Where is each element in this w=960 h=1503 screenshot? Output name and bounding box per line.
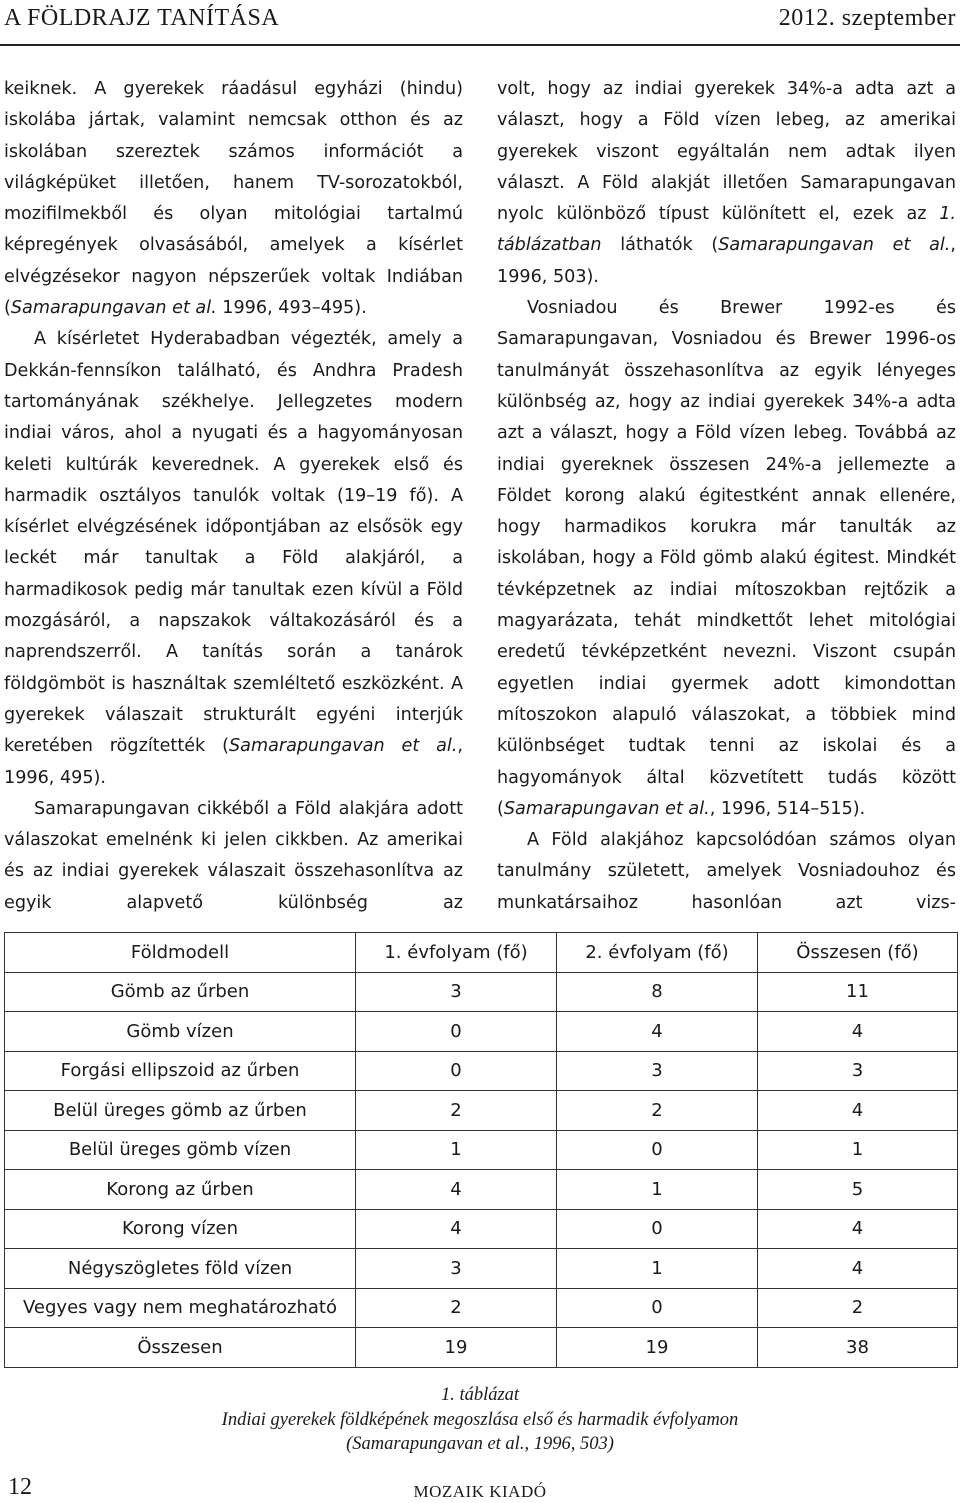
- table-cell: 19: [356, 1328, 557, 1368]
- table-row: [5, 1288, 958, 1328]
- table-cell: 2: [356, 1288, 557, 1328]
- table-cell: 1: [557, 1170, 758, 1210]
- table-cell: 3: [356, 1249, 557, 1289]
- table-cell: Négyszögletes föld vízen: [5, 1249, 356, 1289]
- table-cell: Korong az űrben: [5, 1170, 356, 1210]
- table-reference: 1. táblázatban: [497, 204, 956, 256]
- table-cell: 0: [557, 1288, 758, 1328]
- citation: Samarapungavan et al.: [718, 235, 951, 256]
- table-cell: 4: [557, 1012, 758, 1052]
- publisher-name: MOZAIK KIADÓ: [413, 1482, 547, 1501]
- table-cell: 3: [356, 972, 557, 1012]
- journal-title: A FÖLDRAJZ TANÍTÁSA: [4, 5, 280, 31]
- table-cell: 5: [758, 1170, 958, 1210]
- table-row: [5, 1130, 958, 1170]
- table-caption: [0, 1383, 960, 1457]
- earth-model-table: [4, 932, 958, 1368]
- citation: Samarapungavan et al.: [229, 736, 458, 757]
- table-total-row: [5, 1328, 958, 1368]
- table-cell: Belül üreges gömb az űrben: [5, 1091, 356, 1131]
- table-cell: Vegyes vagy nem meghatározható: [5, 1288, 356, 1328]
- table-header-row: [5, 933, 958, 973]
- table-row: [5, 1012, 958, 1052]
- table-cell: Korong vízen: [5, 1209, 356, 1249]
- table-cell: 11: [758, 972, 958, 1012]
- table-cell: 4: [758, 1012, 958, 1052]
- table-row: [5, 1209, 958, 1249]
- table-cell: 1: [758, 1130, 958, 1170]
- column-header: Földmodell: [5, 933, 356, 973]
- table-cell: 1: [557, 1249, 758, 1289]
- table-cell: 0: [356, 1012, 557, 1052]
- citation: Samarapungavan et al.: [503, 798, 710, 819]
- table-cell: 19: [557, 1328, 758, 1368]
- paragraph: keiknek. A gyerekek ráadásul egyházi (hindu) iskolába jártak, valamint nemcsak otthon és az iskolában szereztek számos információt a világképüket illetően, hanem TV-sorozatokból, mozifilmekből és olyan mitológiai tartalmú képregények olvasásából, amelyek a kísérlet elvégzésekor nagyon népszerűek voltak Indiában (Samarapungavan et al. 1996, 493–495).: [4, 79, 463, 319]
- table-cell: 3: [557, 1051, 758, 1091]
- table-cell: Forgási ellipszoid az űrben: [5, 1051, 356, 1091]
- citation: Samarapungavan et al.: [10, 298, 217, 319]
- header-divider: [0, 44, 960, 46]
- table-cell: Gömb vízen: [5, 1012, 356, 1052]
- table-cell: Belül üreges gömb vízen: [5, 1130, 356, 1170]
- table-cell: 4: [758, 1091, 958, 1131]
- caption-source: (Samarapungavan et al., 1996, 503): [346, 1434, 614, 1454]
- table-cell: 4: [356, 1209, 557, 1249]
- table-cell: 0: [356, 1051, 557, 1091]
- table-cell: 4: [356, 1170, 557, 1210]
- running-header: [0, 0, 960, 42]
- table-cell: 8: [557, 972, 758, 1012]
- column-header: 2. évfolyam (fő): [557, 933, 758, 973]
- table-cell: 4: [758, 1209, 958, 1249]
- paragraph: A kísérletet Hyderabadban végezték, amely a Dekkán-fennsíkon található, és Andhra Pradesh tartományának székhelye. Jellegzetes modern indiai város, ahol a nyugati és a hagyományosan keleti kultúrák keverednek. A gyerekek első és harmadik osztályos tanulók voltak (19–19 fő). A kísérlet elvégzésének időpontjában az elsősök egy leckét már tanultak a Föld alakjáról, a harmadikosok pedig már tanultak ezen kívül a Föld mozgásáról, a napszakok váltakozásáról és a naprendszerről. A tanítás során a tanárok földgömböt is használtak szemléltető eszközként. A gyerekek válaszait strukturált egyéni interjúk keretében rögzítették (Samarapungavan et al., 1996, 495).: [4, 329, 463, 788]
- table-cell: 3: [758, 1051, 958, 1091]
- table-cell: 0: [557, 1209, 758, 1249]
- page-number: 12: [8, 1474, 32, 1500]
- issue-date: 2012. szeptember: [778, 5, 956, 31]
- paragraph: volt, hogy az indiai gyerekek 34%-a adta azt a választ, hogy a Föld vízen lebeg, az amerikai gyerekek viszont egyáltalán nem adtak ilyen választ. A Föld alakját illetően Samarapungavan nyolc különböző típust különített el, ezek az 1. táblázatban láthatók (Samarapungavan et al., 1996, 503).: [497, 79, 956, 287]
- table-cell: Gömb az űrben: [5, 972, 356, 1012]
- paragraph: A Föld alakjához kapcsolódóan számos olyan tanulmány született, amelyek Vosniadouhoz és munkatársaihoz hasonlóan azt vizs-: [497, 830, 956, 913]
- column-header: 1. évfolyam (fő): [356, 933, 557, 973]
- table-cell: 1: [356, 1130, 557, 1170]
- table-row: [5, 1051, 958, 1091]
- table-row: [5, 1091, 958, 1131]
- table-cell: 0: [557, 1130, 758, 1170]
- right-text-column: [497, 74, 956, 919]
- left-text-column: [4, 74, 463, 919]
- paragraph: Samarapungavan cikkéből a Föld alakjára adott válaszokat emelnénk ki jelen cikkben. Az amerikai és az indiai gyerekek válaszait összehasonlítva az egyik alapvető különbség az: [4, 798, 463, 913]
- table-row: [5, 972, 958, 1012]
- table-cell: Összesen: [5, 1328, 356, 1368]
- table-cell: 2: [356, 1091, 557, 1131]
- table-cell: 2: [758, 1288, 958, 1328]
- paragraph: Vosniadou és Brewer 1992-es és Samarapungavan, Vosniadou és Brewer 1996-os tanulmányát összehasonlítva az egyik lényeges különbség az, hogy az indiai gyerekek 34%-a adta azt a választ, hogy a Föld vízen lebeg. Továbbá az indiai gyereknek összesen 24%-a jellemezte a Földet korong alakú égitestként annak ellenére, hogy harmadikos korukra már tanulták az iskolában, hogy a Föld gömb alakú égitest. Mindkét tévképzetnek az indiai mítoszokban rejtőzik a magyarázata, tehát mindkettőt lehet mitológiai eredetű tévképzetként nevezni. Viszont csupán egyetlen indiai gyermek adott kimondottan mítoszokon alapuló válaszokat, a többiek mind különbséget tudtak tenni az iskolai és a hagyományok által közvetített tudás között (Samarapungavan et al., 1996, 514–515).: [497, 298, 956, 819]
- caption-title: Indiai gyerekek földképének megoszlása első és harmadik évfolyamon: [221, 1409, 739, 1430]
- caption-label: 1. táblázat: [440, 1385, 520, 1405]
- table-cell: 4: [758, 1249, 958, 1289]
- column-header: Összesen (fő): [758, 933, 958, 973]
- table-cell: 38: [758, 1328, 958, 1368]
- table-cell: 2: [557, 1091, 758, 1131]
- table-row: [5, 1249, 958, 1289]
- table-row: [5, 1170, 958, 1210]
